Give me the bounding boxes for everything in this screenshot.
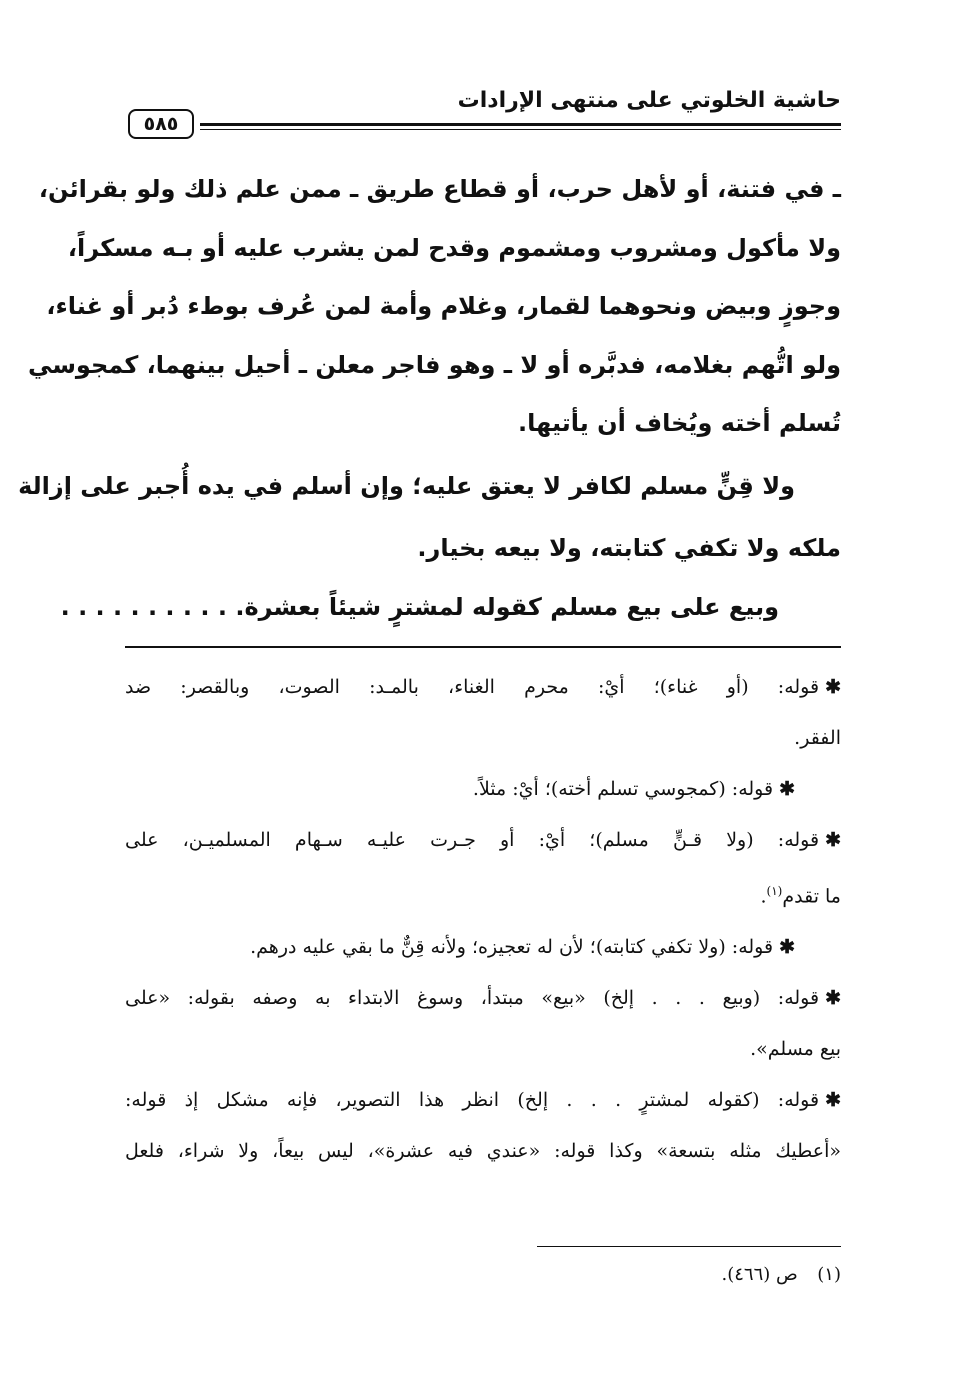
note-item: [125, 764, 841, 815]
footnote-marker: (١): [817, 1264, 841, 1285]
main-line: ولا مأكول ومشروب ومشموم وقدح لمن يشرب عليه أو بـه مسكراً،: [67, 233, 841, 262]
note-text: قوله: (ولا تكفي كتابته)؛ لأن له تعجيزه؛ ولأنه قِنٌّ ما بقي عليه درهم.: [250, 936, 774, 959]
note-item: [125, 973, 841, 1075]
header-rule-thick: [200, 123, 841, 126]
main-line: وجوزٍ وبيض ونحوهما لقمار، وغلام وأمة لمن عُرف بوطء دُبر أو غناء،: [46, 292, 841, 320]
star-bullet-icon: ✱: [825, 676, 841, 698]
footnote: [722, 1264, 841, 1285]
star-bullet-icon: ✱: [825, 1089, 841, 1112]
main-line: ـ في فتنة، أو لأهل حرب، أو قطاع طريق ـ ممن علم ذلك ولو بقرائن،: [38, 175, 841, 203]
main-line: ولا قِنٍّ مسلم لكافر لا يعتق عليه؛ وإن أسلم في يده أُجبر على إزالة: [18, 472, 795, 500]
note-line: [125, 662, 841, 713]
text-separator-rule: [125, 646, 841, 648]
note-text-tail: .: [760, 885, 767, 908]
note-text: قوله: (كقوله لمشترٍ . . . إلخ) انظر هذا التصوير، فإنه مشكل إذ قوله:: [125, 1089, 820, 1112]
star-bullet-icon: ✱: [779, 936, 795, 959]
main-line: ملكه ولا تكفي كتابته، ولا بيعه بخيار.: [417, 534, 841, 562]
footnote-text: ص (٤٦٦).: [721, 1264, 798, 1285]
note-text: قوله: (أو غناء)؛ أيْ: محرم الغناء، بالمـد: الصوت، وبالقصر: ضد: [125, 676, 820, 698]
main-line: تُسلم أخته ويُخاف أن يأتيها.: [518, 409, 841, 437]
note-item: [125, 662, 841, 764]
note-item: [125, 922, 841, 973]
main-line: ولو اتُّهم بغلامه، فدبَّره أو لا ـ وهو فاجر معلن ـ أحيل بينهما، كمجوسي: [28, 350, 841, 379]
footnote-reference[interactable]: (١): [766, 884, 783, 898]
footnote-rule: [537, 1246, 841, 1247]
main-paragraph-2: [18, 455, 841, 579]
note-line: [125, 973, 841, 1024]
page-number-badge: ٥٨٥: [128, 109, 194, 139]
main-paragraph-1: [28, 160, 841, 453]
running-header-title: حاشية الخلوتي على منتهى الإرادات: [457, 88, 841, 113]
note-item: [125, 1075, 841, 1177]
note-text: قوله: (كمجوسي تسلم أخته)؛ أيْ: مثلاً.: [472, 778, 774, 800]
note-text: قوله: (ولا قـنٍّ مسلم)؛ أيْ: أو جـرت عليـه سـهام المسلميـن، على: [125, 829, 820, 851]
main-paragraph-3: [60, 578, 841, 636]
note-line: «أعطيك مثله بتسعة» وكذا قوله: «عندي فيه عشرة»، ليس بيعاً، ولا شراء، فلعل: [125, 1140, 841, 1163]
note-line: [125, 815, 841, 866]
note-line: [125, 764, 795, 815]
star-bullet-icon: ✱: [779, 778, 795, 800]
note-text: قوله: (وبيع . . . إلخ) «بيع» مبتدأ، وسوغ الابتداء به وصفه بقوله: «على: [125, 987, 820, 1010]
header-rule-thin: [200, 129, 841, 130]
leader-dots: . . . . . . . . . . .: [60, 593, 245, 621]
note-item: [125, 815, 841, 922]
main-line-with-leader: [60, 578, 841, 636]
commentary-notes: [125, 662, 841, 1177]
note-line: [125, 922, 795, 973]
star-bullet-icon: ✱: [825, 829, 841, 851]
note-text: ما تقدم: [782, 885, 841, 908]
note-line: بيع مسلم».: [750, 1038, 841, 1061]
note-line: [125, 866, 841, 922]
main-line-text: وبيع على بيع مسلم كقوله لمشترٍ شيئاً بعشرة: [244, 593, 779, 621]
note-line: الفقر.: [794, 727, 841, 749]
note-line: [125, 1075, 841, 1126]
star-bullet-icon: ✱: [825, 987, 841, 1010]
